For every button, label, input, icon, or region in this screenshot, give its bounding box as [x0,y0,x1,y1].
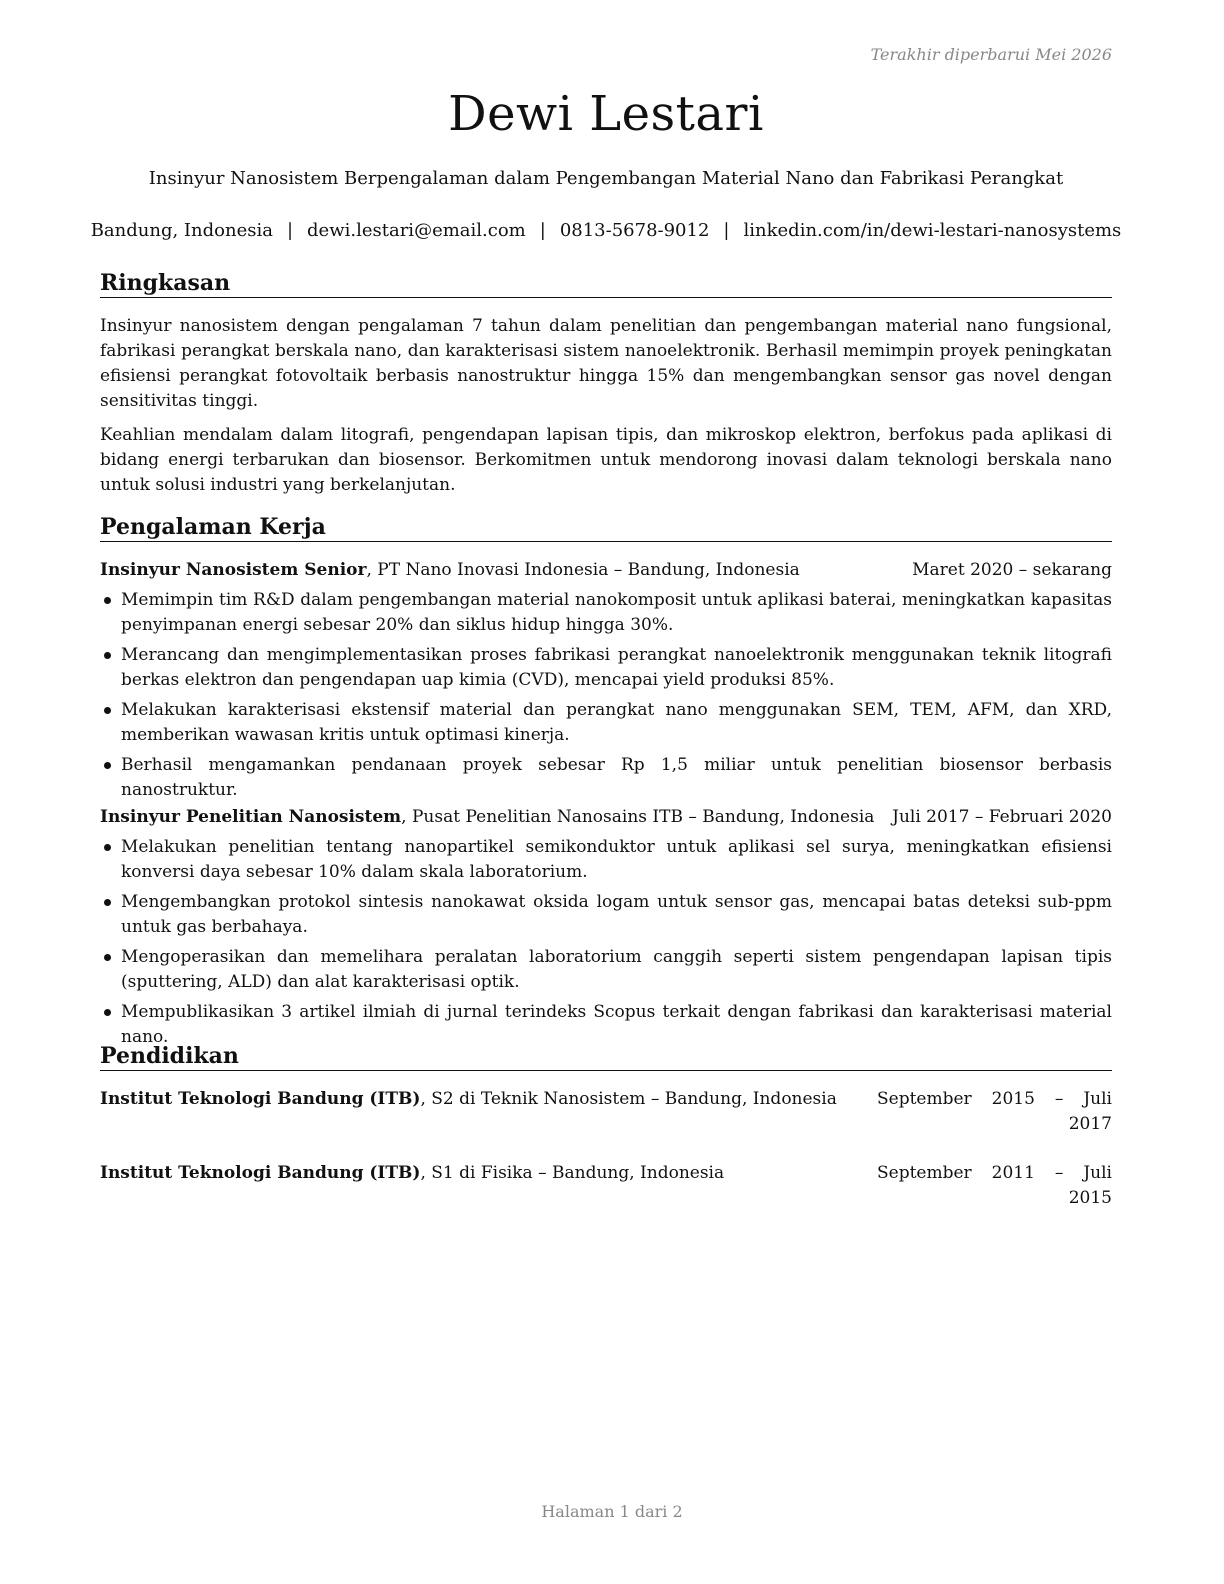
job-dates: Maret 2020 – sekarang [912,560,1112,580]
list-item: Mengembangkan protokol sintesis nanokawat oksida logam untuk sensor gas, mencapai batas deteksi sub-ppm untuk gas berbahaya. [100,890,1112,940]
contact-location: Bandung, Indonesia [90,220,273,241]
education-school: Institut Teknologi Bandung (ITB) [100,1163,421,1183]
list-item: Merancang dan mengimplementasikan proses fabrikasi perangkat nanoelektronik menggunakan teknik litografi berkas elektron dan pengendapan uap kimia (CVD), mencapai yield produksi 85%. [100,643,1112,693]
resume-page [90,0,1122,1584]
list-item: Berhasil mengamankan pendanaan proyek sebesar Rp 1,5 miliar untuk penelitian biosensor berbasis nanostruktur. [100,753,1112,803]
job-dates: Juli 2017 – Februari 2020 [892,807,1112,827]
job-bullets [100,588,1112,808]
education-dates: September 2015 – Juli [877,1089,1112,1109]
summary-paragraph: Keahlian mendalam dalam litografi, pengendapan lapisan tipis, dan mikroskop elektron, berfokus pada aplikasi di bidang energi terbarukan dan biosensor. Berkomitmen untuk mendorong inovasi dalam teknologi berskala nano untuk solusi industri yang berkelanjutan. [100,425,1112,495]
last-updated: Terakhir diperbarui Mei 2026 [870,45,1112,64]
list-item: Melakukan penelitian tentang nanopartikel semikonduktor untuk aplikasi sel surya, meningkatkan efisiensi konversi daya sebesar 10% dalam skala laboratorium. [100,835,1112,885]
education-dates-year: 2015 [1068,1188,1112,1208]
job-role: Insinyur Penelitian Nanosistem [100,807,402,827]
contact-separator: | [286,220,294,241]
section-title-experience: Pengalaman Kerja [100,514,1112,542]
contact-linkedin[interactable]: linkedin.com/in/dewi-lestari-nanosystems [743,220,1122,241]
contact-phone: 0813-5678-9012 [559,220,710,241]
contact-email[interactable]: dewi.lestari@email.com [307,220,526,241]
contact-line [0,219,1212,242]
education-school: Institut Teknologi Bandung (ITB) [100,1089,421,1109]
education-dates-year: 2017 [1068,1114,1112,1134]
list-item: Melakukan karakterisasi ekstensif material dan perangkat nano menggunakan SEM, TEM, AFM, dan XRD, memberikan wawasan kritis untuk optimasi kinerja. [100,698,1112,748]
job-header [100,805,1112,830]
section-title-education: Pendidikan [100,1043,1112,1071]
summary-paragraph: Insinyur nanosistem dengan pengalaman 7 tahun dalam penelitian dan pengembangan material nano fungsional, fabrikasi perangkat berskala nano, dan karakterisasi sistem nanoelektronik. Berhasil memimpin proyek peningkatan efisiensi perangkat fotovoltaik berbasis nanostruktur hingga 15% dan mengembangkan sensor gas novel dengan sensitivitas tinggi. [100,316,1112,411]
education-degree: , S1 di Fisika – Bandung, Indonesia [420,1163,725,1183]
candidate-name: Dewi Lestari [448,86,764,142]
list-item: Mengoperasikan dan memelihara peralatan laboratorium canggih seperti sistem pengendapan lapisan tipis (sputtering, ALD) dan alat karakterisasi optik. [100,945,1112,995]
contact-separator: | [539,220,546,241]
contact-separator: | [723,220,730,241]
job-org: , PT Nano Inovasi Indonesia – Bandung, Indonesia [366,560,800,580]
education-dates: September 2011 – Juli [877,1163,1112,1183]
page-number: Halaman 1 dari 2 [541,1502,683,1521]
candidate-headline: Insinyur Nanosistem Berpengalaman dalam Pengembangan Material Nano dan Fabrikasi Perangkat [148,168,1064,189]
list-item: Memimpin tim R&D dalam pengembangan material nanokomposit untuk aplikasi baterai, meningkatkan kapasitas penyimpanan energi sebesar 20% dan siklus hidup hingga 30%. [100,588,1112,638]
education-degree: , S2 di Teknik Nanosistem – Bandung, Indonesia [420,1089,837,1109]
list-item: Mempublikasikan 3 artikel ilmiah di jurnal terindeks Scopus terkait dengan fabrikasi dan karakterisasi material nano. [100,1000,1112,1050]
job-header [100,558,1112,583]
section-title-summary: Ringkasan [100,270,1112,298]
job-org: , Pusat Penelitian Nanosains ITB – Bandung, Indonesia [401,807,875,827]
job-bullets [100,835,1112,1055]
job-role: Insinyur Nanosistem Senior [100,560,367,580]
